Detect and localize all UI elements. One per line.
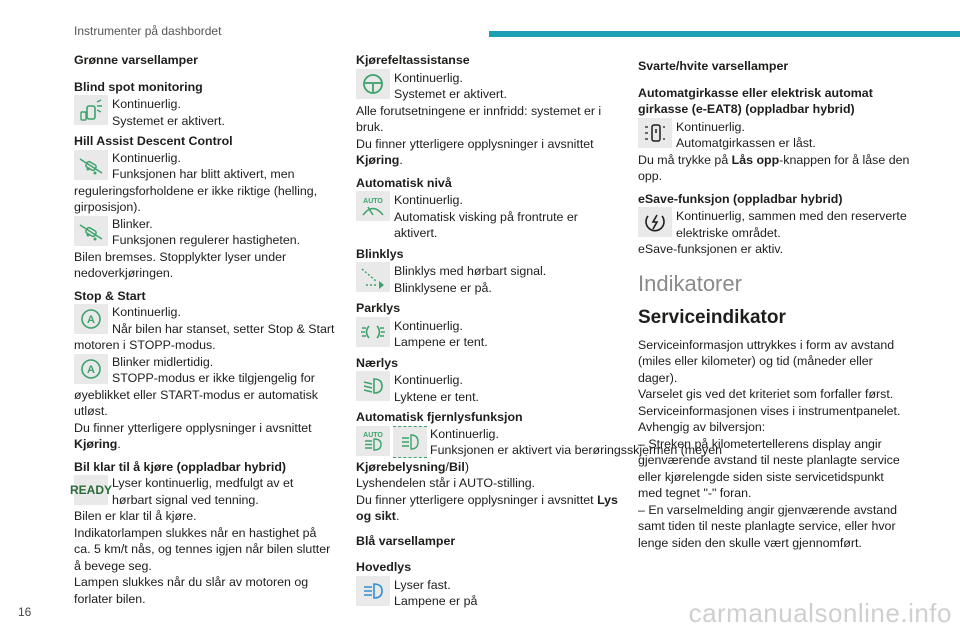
gearbox-title: Automatgirkasse eller elektrisk automat girkasse (e-EAT8) (oppladbar hybrid) — [638, 85, 873, 116]
lane-assist-line2: Systemet er aktivert. — [394, 87, 507, 101]
auto-level-entry — [356, 191, 624, 242]
gearbox-entry — [638, 118, 910, 152]
service-p3: Serviceinformasjonen vises i instrumentpanelet. — [638, 403, 901, 418]
ready-line2: Bilen er klar til å kjøre. — [74, 509, 197, 523]
dipped-beam-entry — [356, 371, 624, 405]
hill-line3: Blinker. — [112, 216, 153, 231]
auto-high-beam-icon — [356, 426, 390, 456]
hill-descent-entry-1 — [74, 150, 336, 216]
indicators-heading: Indikatorer — [638, 270, 742, 296]
esave-line2: eSave-funksjonen er aktiv. — [638, 242, 784, 256]
esave-line1: Kontinuerlig, sammen med den reserverte elektriske området. — [676, 209, 907, 240]
main-beam-line1: Lyser fast. — [394, 577, 451, 592]
header-accent-bar — [489, 31, 960, 37]
ready-title: Bil klar til å kjøre (oppladbar hybrid) — [74, 459, 287, 474]
auto-level-line1: Kontinuerlig. — [394, 193, 463, 207]
ready-line3: Indikatorlampen slukkes når en hastighet på ca. 5 km/t nås, og tennes igjen når bilen slutter å bevege seg. — [74, 525, 331, 573]
parking-light-line2: Lampene er tent. — [394, 335, 488, 349]
gearbox-line2: Automatgirkassen er låst. — [676, 136, 816, 150]
gearbox-line1: Kontinuerlig. — [676, 119, 745, 134]
blind-spot-entry — [74, 95, 336, 129]
stop-start-line5: Du finner ytterligere opplysninger i avsnittet Kjøring. — [74, 420, 312, 451]
auto-high-beam-dashed-icon — [393, 426, 427, 458]
turn-signal-title: Blinklys — [356, 246, 404, 261]
stop-start-line4: STOPP-modus er ikke tilgjengelig for øyeblikket eller START-modus er automatisk utløst. — [74, 371, 318, 418]
ready-entry — [70, 475, 336, 508]
hill-line5: Bilen bremses. Stopplykter lyser under nedoverkjøringen. — [74, 249, 287, 280]
black-white-lamps-heading: Svarte/hvite varsellamper — [638, 59, 789, 73]
gearbox-lock-icon — [638, 118, 672, 148]
auto-high-beam-icon-text: AUTO — [363, 431, 383, 439]
lane-assist-line3: Alle forutsetningene er innfridd: systemet er i bruk. — [356, 103, 602, 134]
stop-start-entry-1 — [74, 304, 336, 354]
blind-spot-icon — [74, 95, 108, 125]
column-1 — [70, 52, 336, 607]
lane-assist-line1: Kontinuerlig. — [394, 70, 463, 85]
ready-line4: Lampen slukkes når du slår av motoren og forlater bilen. — [74, 575, 309, 606]
lane-assist-line4: Du finner ytterligere opplysninger i avsnittet Kjøring. — [356, 136, 594, 167]
auto-high-beam-entry — [356, 426, 722, 459]
dipped-beam-icon — [356, 371, 390, 401]
service-p4: Avhengig av bilversjon: — [638, 420, 766, 434]
dipped-beam-title: Nærlys — [356, 355, 399, 370]
service-p5: – Streken på kilometertellerens display angir gjenværende avstand til neste planlagte service eller kjørelengde siden siste servicetidspunkt med tegnet "-" foran. — [638, 436, 900, 500]
esave-icon — [638, 207, 672, 237]
lane-assist-entry — [356, 69, 624, 103]
turn-signal-entry — [356, 262, 624, 296]
hill-descent-icon — [74, 150, 108, 180]
auto-high-beam-line4: Du finner ytterligere opplysninger i avsnittet Lys og sikt. — [356, 492, 618, 523]
blind-spot-line2: Systemet er aktivert. — [112, 113, 225, 128]
parking-light-entry — [356, 317, 624, 351]
stop-start-icon — [74, 304, 108, 334]
service-p6: – En varselmelding angir gjenværende avstand samt tiden til neste planlagte service, eller hvor lenge siden den skulle vært gjennomført. — [638, 502, 897, 550]
service-p2: Varselet gis ved det kriteriet som forfaller først. — [638, 387, 894, 401]
lane-assist-title: Kjørefeltassistanse — [356, 53, 470, 67]
ready-icon-text: READY — [70, 482, 113, 497]
hill-descent-blink-icon — [74, 216, 108, 246]
hill-line2: Funksjonen har blitt aktivert, men reguleringsforholdene er ikke riktige (helling, girposisjon). — [74, 167, 318, 214]
hill-descent-title: Hill Assist Descent Control — [74, 134, 233, 148]
auto-high-beam-line1: Kontinuerlig. — [430, 426, 499, 441]
column-3 — [638, 52, 910, 551]
turn-signal-icon — [356, 262, 390, 292]
hill-line1: Kontinuerlig. — [112, 150, 181, 165]
auto-level-line2: Automatisk visking på frontrute er aktivert. — [394, 209, 578, 240]
service-indicator-heading: Serviceindikator — [638, 307, 786, 328]
gearbox-line3: Du må trykke på Lås opp-knappen for å låse den opp. — [638, 152, 910, 183]
service-p1: Serviceinformasjon uttrykkes i form av avstand (miles eller kilometer) og tid (måneder eller dager). — [638, 337, 895, 385]
blind-spot-line1: Kontinuerlig. — [112, 97, 181, 111]
auto-high-beam-line3: Lyshendelen står i AUTO-stilling. — [356, 476, 536, 490]
auto-wiper-icon-text: AUTO — [363, 198, 383, 205]
stop-start-line3: Blinker midlertidig. — [112, 354, 214, 369]
auto-level-title: Automatisk nivå — [356, 175, 452, 190]
lane-assist-icon — [356, 69, 390, 99]
stop-start-entry-2 — [74, 354, 336, 420]
watermark: carmanualsonline.info — [688, 598, 952, 628]
blue-lamps-heading: Blå varsellamper — [356, 533, 456, 548]
svg-text:A: A — [87, 314, 95, 326]
stop-start-line1: Kontinuerlig. — [112, 305, 181, 319]
svg-text:A: A — [87, 363, 95, 376]
parking-light-title: Parklys — [356, 301, 401, 315]
stop-start-blink-icon — [74, 354, 108, 384]
auto-high-beam-line2: Kjørebelysning/Bil) — [356, 459, 469, 474]
blind-spot-title: Blind spot monitoring — [74, 79, 203, 94]
parking-light-icon — [356, 317, 390, 347]
stop-start-title: Stop & Start — [74, 288, 146, 303]
header-title: Instrumenter på dashbordet — [74, 24, 222, 38]
esave-entry — [638, 207, 910, 241]
turn-signal-line1: Blinklys med hørbart signal. — [394, 264, 547, 278]
auto-wiper-icon — [356, 191, 390, 221]
main-beam-title: Hovedlys — [356, 560, 412, 574]
green-lamps-heading: Grønne varsellamper — [74, 53, 198, 67]
main-beam-line2: Lampene er på — [394, 594, 478, 608]
hill-line4: Funksjonen regulerer hastigheten. — [112, 233, 301, 247]
ready-line1: Lyser kontinuerlig, medfulgt av et hørbart signal ved tenning. — [112, 476, 294, 507]
dipped-beam-line1: Kontinuerlig. — [394, 373, 463, 387]
page-number: 16 — [18, 605, 32, 619]
turn-signal-line2: Blinklysene er på. — [394, 280, 492, 295]
esave-title: eSave-funksjon (oppladbar hybrid) — [638, 191, 843, 206]
parking-light-line1: Kontinuerlig. — [394, 318, 463, 333]
hill-descent-entry-2 — [74, 216, 336, 282]
dipped-beam-line2: Lyktene er tent. — [394, 389, 479, 404]
ready-icon — [70, 475, 113, 505]
stop-start-line2: Når bilen har stanset, setter Stop & Start motoren i STOPP-modus. — [74, 321, 335, 352]
main-beam-icon — [356, 576, 390, 606]
auto-high-beam-title: Automatisk fjernlysfunksjon — [356, 410, 523, 424]
auto-high-beam-line2a: Funksjonen er aktivert via berøringsskjermen (meyen — [430, 443, 722, 457]
main-beam-entry — [356, 576, 624, 610]
